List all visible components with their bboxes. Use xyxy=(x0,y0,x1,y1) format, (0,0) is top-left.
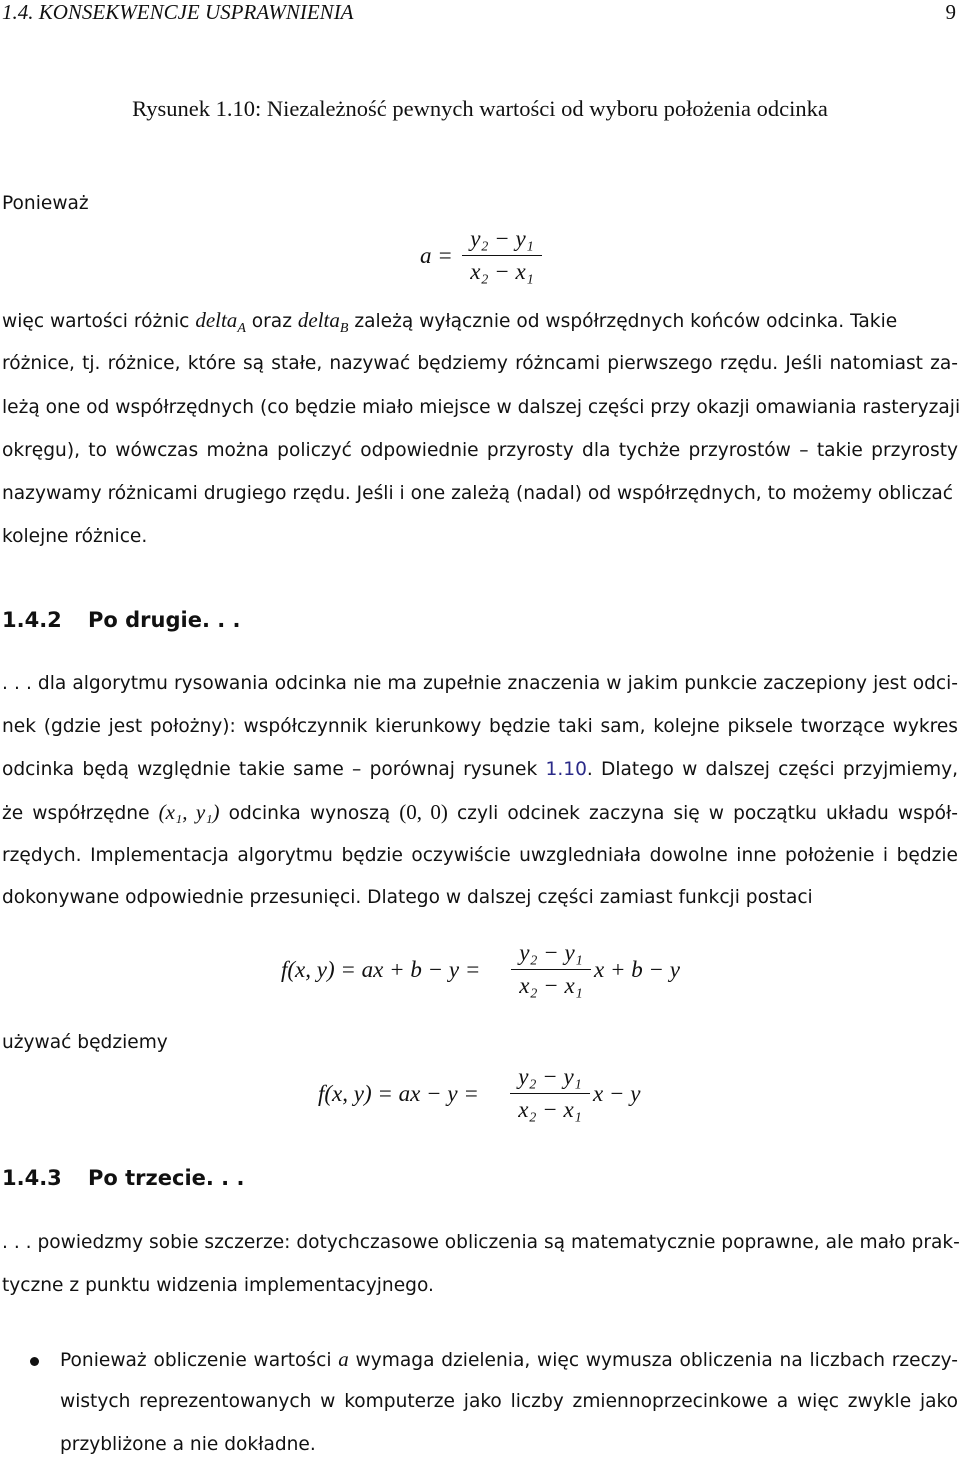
figure-reference-link[interactable]: 1.10 xyxy=(545,759,587,780)
text-segment: więc wartości różnic xyxy=(2,311,196,332)
fraction-bar xyxy=(462,255,542,256)
para1-line-6: kolejne różnice. xyxy=(2,526,148,547)
bullet-line-3: przybliżone a nie dokładne. xyxy=(60,1434,316,1455)
s142-mid-text: używać będziemy xyxy=(2,1032,168,1053)
fraction-bar xyxy=(510,1093,590,1094)
text-segment: oraz xyxy=(245,311,298,332)
math-delta-a-subscript: A xyxy=(237,321,246,336)
para1-line-1 xyxy=(2,307,897,337)
equation-a-lhs: a = xyxy=(420,243,453,268)
s142-line-2: nek (gdzie jest położny): współczynnik kierunkowy będzie taki sam, kolejne piksele tworzące wykres xyxy=(2,716,958,737)
fraction-denominator: x₂ − x₁ xyxy=(518,1097,582,1123)
fraction-numerator: y₂ − y₁ xyxy=(519,940,583,965)
section-title: Po trzecie. . . xyxy=(88,1166,245,1190)
equation-2-lhs: f(x, y) = ax − y = xyxy=(318,1081,479,1106)
fraction-numerator: y₂ − y₁ xyxy=(470,226,534,251)
section-number: 1.4.2 xyxy=(2,608,62,632)
para1-line-5: nazywamy różnicami drugiego rzędu. Jeśli i one zależą (nadal) od współrzędnych, to możemy obliczać xyxy=(2,483,954,504)
fraction-numerator: y₂ − y₁ xyxy=(518,1064,582,1089)
s142-line-3 xyxy=(2,757,958,783)
text-segment: czyli odcinek zaczyna się w początku układu współ- xyxy=(447,803,958,824)
math-delta-a-name: delta xyxy=(195,308,238,332)
bullet-line-2: wistych reprezentowanych w komputerze jako liczby zmiennoprzecinkowe a więc zwykle jako xyxy=(60,1391,958,1412)
running-header xyxy=(2,0,958,26)
s142-line-4 xyxy=(2,799,958,827)
math-delta-b-subscript: B xyxy=(339,321,349,336)
s142-line-5: rzędych. Implementacja algorytmu będzie oczywiście uwzgledniała dowolne inne położenie i będzie xyxy=(2,845,958,866)
equation-2-fraction xyxy=(510,1064,590,1123)
para-intro: Ponieważ xyxy=(2,193,89,214)
s143-line-1: . . . powiedzmy sobie szczerze: dotychczasowe obliczenia są matematycznie poprawne, ale mało prak- xyxy=(2,1232,960,1253)
page-number: 9 xyxy=(945,0,956,24)
bullet-line-1 xyxy=(60,1346,958,1374)
equation-a-fraction xyxy=(462,226,542,285)
text-segment: Ponieważ obliczenie wartości xyxy=(60,1350,339,1371)
section-heading-1-4-2 xyxy=(2,608,241,632)
text-segment: . Dlatego w dalszej części przyjmiemy, xyxy=(586,759,959,780)
section-title: Po drugie. . . xyxy=(88,608,241,632)
para1-line-4: okręgu), to wówczas można policzyć odpowiednie przyrosty dla tychże przyrostów – takie przyrosty xyxy=(2,440,958,461)
para1-line-3: leżą one od współrzędnych (co będzie miało miejsce w dalszej części przy okazji omawiania rasteryzaji xyxy=(2,397,960,418)
equation-2-rhs: x − y xyxy=(593,1081,641,1106)
math-origin: (0, 0) xyxy=(399,800,448,824)
fraction-bar xyxy=(511,969,591,970)
math-a: a xyxy=(338,1347,349,1371)
math-delta-b xyxy=(297,308,349,336)
bullet-dot-icon xyxy=(30,1357,39,1366)
fraction-denominator: x₂ − x₁ xyxy=(470,259,534,285)
fraction-denominator: x₂ − x₁ xyxy=(519,973,583,999)
section-heading-1-4-3 xyxy=(2,1166,244,1190)
text-segment: wymaga dzielenia, więc wymusza obliczenia na liczbach rzeczy- xyxy=(348,1350,958,1371)
text-segment: że współrzędne xyxy=(2,803,159,824)
equation-1-lhs: f(x, y) = ax + b − y = xyxy=(281,957,481,982)
s142-line-1: . . . dla algorytmu rysowania odcinka nie ma zupełnie znaczenia w jakim punkcie zaczepiony jest odci- xyxy=(2,673,958,694)
equation-1-rhs: x + b − y xyxy=(594,957,680,982)
figure-caption: Rysunek 1.10: Niezależność pewnych wartości od wyboru położenia odcinka xyxy=(132,96,828,121)
text-segment: odcinka wynoszą xyxy=(219,803,400,824)
math-delta-b-name: delta xyxy=(297,308,340,332)
equation-a xyxy=(420,243,453,269)
s143-line-2: tyczne z punktu widzenia implementacyjnego. xyxy=(2,1275,434,1296)
math-coords xyxy=(159,800,220,824)
equation-1-fraction xyxy=(511,940,591,999)
text-segment: zależą wyłącznie od współrzędnych końców odcinka. Takie xyxy=(348,311,898,332)
section-number: 1.4.3 xyxy=(2,1166,62,1190)
math-delta-a xyxy=(195,308,246,336)
s142-line-6: dokonywane odpowiednie przesunięci. Dlatego w dalszej części zamiast funkcji postaci xyxy=(2,887,813,908)
math-coords-text: (x₁, y₁) xyxy=(158,800,220,824)
para1-line-2: różnice, tj. różnice, które są stałe, nazywać będziemy różncami pierwszego rzędu. Jeśli natomiast za- xyxy=(2,353,958,374)
header-section-title: 1.4. KONSEKWENCJE USPRAWNIENIA xyxy=(2,0,354,24)
text-segment: odcinka będą względnie takie same – porównaj rysunek xyxy=(2,759,546,780)
